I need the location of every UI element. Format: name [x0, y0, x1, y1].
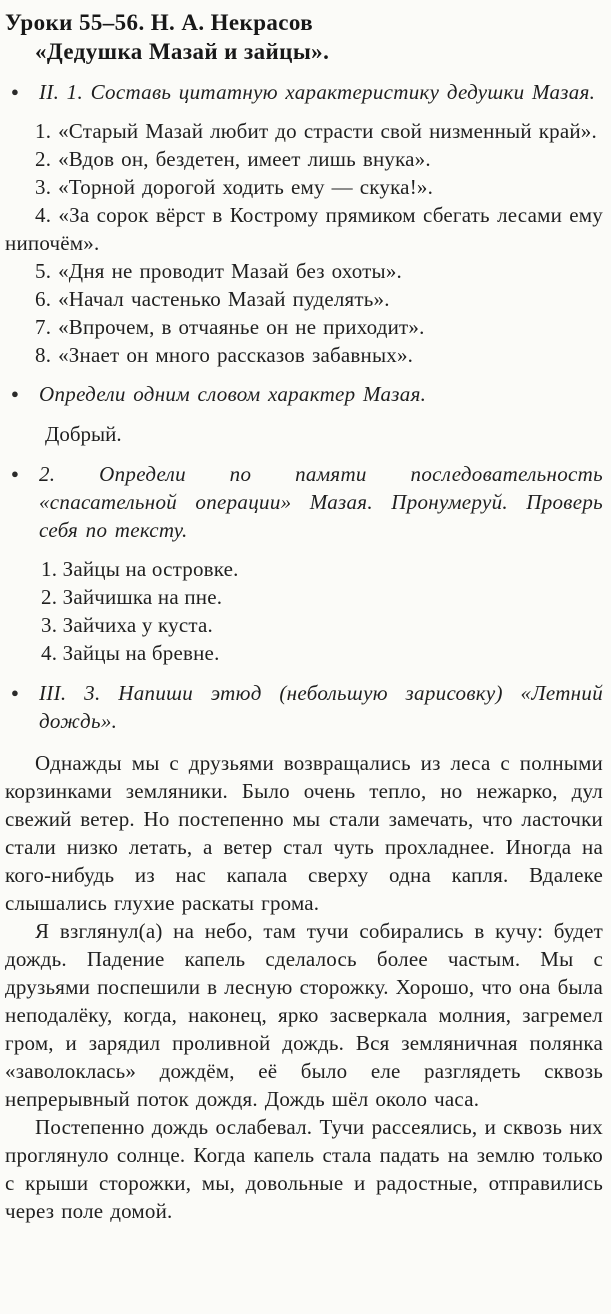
essay-answer: [5, 749, 603, 1225]
lesson-title: Уроки 55–56. Н. А. Некрасов: [5, 10, 314, 35]
task-prompt-1: [5, 78, 603, 106]
task-prompt-2-text: Определи одним словом характер Мазая.: [39, 382, 427, 406]
quote-item-1: 1. «Старый Мазай любит до страсти свой низменный край».: [35, 119, 597, 143]
task-prompt-3-text: 2. Определи по памяти последовательность «спасательной операции» Мазая. Пронумеруй. Проверь себя по тексту.: [39, 462, 603, 542]
sequence-item-4: 4. Зайцы на бревне.: [41, 641, 220, 665]
quote-item-2: 2. «Вдов он, бездетен, имеет лишь внука».: [35, 147, 431, 171]
task-prompt-4-text: III. 3. Напиши этюд (небольшую зарисовку) «Летний дождь».: [39, 681, 603, 733]
sequence-item-1: 1. Зайцы на островке.: [41, 557, 239, 581]
work-title: «Дедушка Мазай и зайцы».: [35, 39, 330, 64]
sequence-item-2: 2. Зайчишка на пне.: [41, 585, 223, 609]
quote-item-3: 3. «Торной дорогой ходить ему — скука!».: [35, 175, 434, 199]
bullet-icon: ●: [11, 466, 19, 481]
bullet-icon: ●: [11, 84, 19, 99]
bullet-icon: ●: [11, 386, 19, 401]
essay-paragraph-1: Однажды мы с друзьями возвращались из леса с полными корзинками земляники. Было очень тепло, но нежарко, дул свежий ветер. Но постепенно мы стали замечать, что ласточки стали низко летать, а ветер стал чуть прохладнее. Иногда на кого-нибудь из нас капала сверху одна капля. Вдалеке слышались глухие раскаты грома.: [5, 751, 603, 915]
quote-item-6: 6. «Начал частенько Мазай пуделять».: [35, 287, 390, 311]
essay-paragraph-2: Я взглянул(а) на небо, там тучи собирались в кучу: будет дождь. Падение капель сделалось более частым. Мы с друзьями поспешили в лесную сторожку. Хорошо, что она была неподалёку, когда, наконец, ярко засверкала молния, загремел гром, и зарядил проливной дождь. Вся земляничная полянка «заволоклась» дождём, её было еле разглядеть сквозь непрерывный поток дождя. Дождь шёл около часа.: [5, 919, 603, 1111]
quote-item-4: 4. «За сорок вёрст в Кострому прямиком сбегать лесами ему нипочём».: [5, 203, 603, 255]
quote-item-7: 7. «Впрочем, в отчаянье он не приходит».: [35, 315, 425, 339]
sequence-item-3: 3. Зайчиха у куста.: [41, 613, 213, 637]
task-prompt-4: [5, 679, 603, 735]
quote-answers-list: [5, 117, 603, 369]
task-prompt-2: [5, 380, 603, 408]
character-answer: Добрый.: [45, 422, 122, 446]
task-prompt-3: [5, 460, 603, 544]
lesson-header: [5, 8, 603, 66]
bullet-icon: ●: [11, 685, 19, 700]
essay-paragraph-3: Постепенно дождь ослабевал. Тучи рассеялись, и сквозь них проглянуло солнце. Когда капель стала падать на землю только с крыши сторожки, мы, довольные и радостные, отправились через поле домой.: [5, 1115, 603, 1223]
quote-item-5: 5. «Дня не проводит Мазай без охоты».: [35, 259, 403, 283]
task-prompt-1-text: II. 1. Составь цитатную характеристику дедушки Мазая.: [39, 80, 596, 104]
quote-item-8: 8. «Знает он много рассказов забавных».: [35, 343, 414, 367]
sequence-answers-list: [5, 555, 603, 667]
